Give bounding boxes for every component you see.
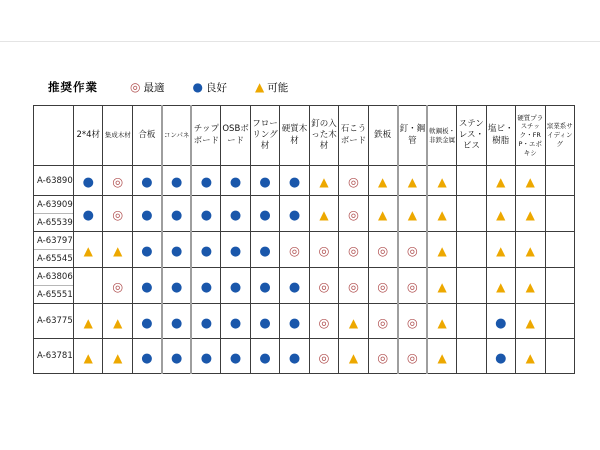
rating-cell: [74, 196, 103, 232]
rating-good-mark: ●: [229, 315, 242, 331]
rating-cell: [309, 166, 338, 196]
empty-rating-cell: [545, 304, 575, 339]
rating-cell: [516, 304, 545, 339]
empty-rating-cell: [457, 339, 486, 374]
rating-cell: [250, 166, 279, 196]
rating-possible-mark: ▲: [319, 175, 329, 189]
rating-good-mark: ●: [141, 315, 153, 331]
rating-possible-mark: ▲: [113, 315, 123, 330]
model-number: A-63890: [37, 175, 73, 186]
rating-good-mark: ●: [259, 280, 271, 295]
rating-good-mark: ●: [229, 208, 242, 223]
column-header: ステンレス・ビス: [457, 106, 486, 166]
row-label: [34, 339, 74, 374]
rating-possible-mark: ▲: [525, 280, 535, 294]
rating-best-mark: ◎: [406, 349, 418, 365]
rating-cell: [191, 166, 220, 196]
rating-cell: [486, 232, 515, 268]
rating-cell: [398, 166, 427, 196]
rating-good-mark: ●: [495, 315, 507, 331]
rating-cell: [486, 268, 515, 304]
rating-good-mark: ●: [200, 350, 213, 366]
rating-best-mark: ◎: [318, 243, 330, 258]
rating-good-mark: ●: [82, 175, 94, 190]
rating-cell: [221, 304, 250, 339]
rating-best-mark: ◎: [289, 243, 300, 258]
rating-best-mark: ◎: [406, 243, 418, 258]
rating-possible-mark: ▲: [319, 208, 329, 222]
rating-cell: [132, 304, 161, 339]
column-header: 硬質プラスチック・FRP・エポキシ: [516, 106, 545, 166]
rating-possible-mark: ▲: [525, 350, 535, 365]
column-header: 合板: [132, 106, 161, 166]
rating-possible-mark: ▲: [407, 208, 417, 222]
rating-cell: [132, 196, 161, 232]
rating-cell: [339, 232, 368, 268]
table-row: [34, 232, 575, 268]
rating-cell: [103, 268, 132, 304]
model-number: A-63806: [34, 268, 73, 286]
rating-possible-mark: ▲: [525, 208, 535, 222]
rating-possible-mark: ▲: [496, 175, 506, 189]
rating-cell: [516, 268, 545, 304]
rating-good-mark: ●: [200, 208, 213, 223]
rating-good-mark: ●: [288, 280, 301, 295]
rating-cell: [280, 196, 309, 232]
rating-cell: [339, 304, 368, 339]
rating-cell: [162, 304, 191, 339]
best-rating-icon: ◎: [130, 80, 141, 94]
empty-rating-cell: [457, 166, 486, 196]
rating-cell: [250, 339, 279, 374]
rating-cell: [74, 166, 103, 196]
rating-cell: [132, 166, 161, 196]
rating-best-mark: ◎: [406, 314, 418, 330]
rating-cell: [280, 339, 309, 374]
rating-good-mark: ●: [229, 280, 242, 295]
model-number: A-65545: [37, 253, 73, 264]
table-row: [34, 268, 575, 304]
row-label-header: [34, 106, 74, 166]
rating-possible-mark: ▲: [378, 208, 388, 222]
row-label: [34, 166, 74, 196]
rating-possible-mark: ▲: [437, 244, 447, 258]
rating-cell: [427, 304, 456, 339]
rating-cell: [162, 339, 191, 374]
rating-good-mark: ●: [259, 208, 271, 223]
rating-cell: [398, 196, 427, 232]
rating-cell: [516, 232, 545, 268]
rating-cell: [368, 304, 397, 339]
rating-best-mark: ◎: [377, 314, 389, 330]
good-rating-label: 良好: [205, 81, 227, 94]
column-header: フローリング材: [250, 106, 279, 166]
rating-possible-mark: ▲: [113, 244, 123, 258]
best-rating-label: 最適: [143, 81, 165, 94]
rating-good-mark: ●: [170, 208, 183, 223]
model-number: A-63775: [37, 316, 73, 326]
rating-best-mark: ◎: [377, 279, 389, 294]
rating-cell: [103, 196, 132, 232]
rating-cell: [309, 339, 338, 374]
rating-cell: [221, 339, 250, 374]
rating-cell: [162, 232, 191, 268]
row-label: [34, 196, 74, 232]
rating-good-mark: ●: [200, 280, 213, 295]
column-header: 釘の入った木材: [309, 106, 338, 166]
rating-good-mark: ●: [495, 350, 507, 366]
column-header: 2*4材: [74, 106, 103, 166]
rating-good-mark: ●: [259, 244, 271, 259]
rating-cell: [368, 166, 397, 196]
rating-good-mark: ●: [259, 315, 271, 331]
empty-rating-cell: [457, 268, 486, 304]
column-header: 鉄板: [368, 106, 397, 166]
legend: [48, 79, 316, 95]
rating-good-mark: ●: [141, 280, 153, 295]
row-label: [34, 304, 74, 339]
rating-good-mark: ●: [229, 244, 242, 259]
model-number: A-65539: [37, 217, 73, 228]
rating-cell: [427, 268, 456, 304]
empty-rating-cell: [457, 232, 486, 268]
row-label: [34, 268, 74, 304]
page-top-border: [0, 41, 600, 42]
rating-cell: [516, 166, 545, 196]
model-number: A-65551: [37, 289, 73, 300]
rating-best-mark: ◎: [112, 174, 124, 189]
rating-cell: [221, 196, 250, 232]
column-header: 釘・鋼管: [398, 106, 427, 166]
rating-best-mark: ◎: [377, 349, 389, 365]
rating-possible-mark: ▲: [437, 280, 447, 294]
rating-possible-mark: ▲: [83, 315, 93, 330]
possible-rating-icon: ▲: [254, 80, 265, 94]
rating-good-mark: ●: [170, 350, 183, 366]
rating-cell: [339, 196, 368, 232]
rating-cell: [486, 304, 515, 339]
legend-item-possible: [255, 80, 288, 95]
rating-good-mark: ●: [200, 175, 213, 190]
empty-rating-cell: [545, 232, 575, 268]
model-number: A-63909: [34, 196, 73, 214]
rating-cell: [250, 196, 279, 232]
rating-cell: [74, 339, 103, 374]
rating-good-mark: ●: [141, 175, 153, 190]
rating-cell: [103, 166, 132, 196]
rating-cell: [74, 232, 103, 268]
rating-best-mark: ◎: [377, 243, 389, 258]
rating-good-mark: ●: [229, 350, 242, 366]
rating-possible-mark: ▲: [113, 350, 123, 365]
rating-cell: [427, 196, 456, 232]
rating-cell: [427, 232, 456, 268]
rating-cell: [103, 304, 132, 339]
rating-possible-mark: ▲: [525, 315, 535, 330]
rating-cell: [191, 339, 220, 374]
rating-good-mark: ●: [288, 175, 301, 190]
column-header: 集成木材: [103, 106, 132, 166]
table-row: [34, 196, 575, 232]
rating-cell: [221, 268, 250, 304]
rating-possible-mark: ▲: [437, 315, 447, 330]
rating-good-mark: ●: [259, 350, 271, 366]
rating-cell: [191, 232, 220, 268]
compatibility-table: [33, 105, 575, 374]
rating-cell: [309, 196, 338, 232]
empty-rating-cell: [545, 339, 575, 374]
rating-good-mark: ●: [200, 244, 213, 259]
rating-possible-mark: ▲: [525, 175, 535, 189]
rating-cell: [191, 268, 220, 304]
rating-cell: [516, 196, 545, 232]
rating-cell: [398, 339, 427, 374]
rating-possible-mark: ▲: [437, 350, 447, 365]
rating-best-mark: ◎: [112, 279, 124, 294]
rating-cell: [191, 196, 220, 232]
rating-good-mark: ●: [288, 315, 301, 331]
rating-possible-mark: ▲: [348, 315, 359, 330]
rating-cell: [191, 304, 220, 339]
rating-cell: [221, 166, 250, 196]
model-number: A-63797: [34, 232, 73, 250]
column-header: 石こうボード: [339, 106, 368, 166]
rating-cell: [132, 232, 161, 268]
rating-possible-mark: ▲: [525, 244, 535, 258]
rating-cell: [280, 166, 309, 196]
rating-possible-mark: ▲: [348, 350, 359, 365]
rating-cell: [132, 268, 161, 304]
column-header: チップボード: [191, 106, 220, 166]
empty-rating-cell: [545, 166, 575, 196]
rating-cell: [309, 268, 338, 304]
row-label: [34, 232, 74, 268]
rating-possible-mark: ▲: [83, 244, 93, 258]
rating-cell: [368, 232, 397, 268]
rating-cell: [309, 304, 338, 339]
empty-rating-cell: [545, 196, 575, 232]
rating-cell: [486, 339, 515, 374]
table-row: [34, 339, 575, 374]
column-header: コンパネ: [162, 106, 191, 166]
column-header: 塩ビ・樹脂: [486, 106, 515, 166]
rating-possible-mark: ▲: [496, 208, 506, 222]
rating-cell: [162, 166, 191, 196]
column-header: OSBボード: [221, 106, 250, 166]
rating-possible-mark: ▲: [437, 208, 447, 222]
rating-cell: [398, 232, 427, 268]
rating-possible-mark: ▲: [407, 175, 417, 189]
column-header: 軟鋼板・非鉄金属: [427, 106, 456, 166]
rating-cell: [250, 232, 279, 268]
rating-good-mark: ●: [229, 175, 242, 190]
rating-good-mark: ●: [141, 208, 153, 223]
empty-rating-cell: [545, 268, 575, 304]
rating-best-mark: ◎: [318, 349, 330, 365]
possible-rating-label: 可能: [267, 81, 289, 94]
good-rating-icon: ●: [192, 80, 203, 94]
rating-good-mark: ●: [288, 350, 301, 366]
legend-item-good: [192, 80, 226, 95]
rating-good-mark: ●: [82, 208, 94, 223]
rating-best-mark: ◎: [318, 314, 330, 330]
rating-cell: [103, 339, 132, 374]
rating-cell: [398, 268, 427, 304]
rating-cell: [162, 196, 191, 232]
empty-rating-cell: [74, 268, 103, 304]
table-row: [34, 304, 575, 339]
rating-cell: [486, 196, 515, 232]
rating-cell: [339, 166, 368, 196]
rating-cell: [398, 304, 427, 339]
rating-good-mark: ●: [170, 244, 183, 259]
rating-good-mark: ●: [288, 208, 301, 223]
rating-cell: [280, 304, 309, 339]
rating-good-mark: ●: [170, 280, 183, 295]
rating-cell: [339, 268, 368, 304]
table-row: [34, 166, 575, 196]
rating-possible-mark: ▲: [496, 280, 506, 294]
rating-cell: [427, 166, 456, 196]
rating-cell: [516, 339, 545, 374]
rating-cell: [280, 268, 309, 304]
rating-good-mark: ●: [170, 175, 183, 190]
rating-good-mark: ●: [141, 244, 153, 259]
rating-good-mark: ●: [141, 350, 153, 366]
rating-best-mark: ◎: [112, 207, 124, 222]
column-header: 硬質木材: [280, 106, 309, 166]
rating-cell: [427, 339, 456, 374]
rating-best-mark: ◎: [318, 279, 330, 294]
rating-cell: [368, 196, 397, 232]
rating-cell: [339, 339, 368, 374]
rating-best-mark: ◎: [347, 207, 359, 222]
rating-possible-mark: ▲: [437, 175, 447, 189]
rating-possible-mark: ▲: [496, 244, 506, 258]
legend-title: 推奨作業: [48, 80, 98, 94]
rating-best-mark: ◎: [347, 174, 359, 189]
empty-rating-cell: [457, 196, 486, 232]
legend-item-best: [130, 80, 164, 95]
rating-possible-mark: ▲: [83, 350, 93, 365]
rating-cell: [368, 339, 397, 374]
rating-good-mark: ●: [259, 175, 271, 190]
rating-cell: [221, 232, 250, 268]
rating-cell: [250, 304, 279, 339]
rating-cell: [74, 304, 103, 339]
rating-possible-mark: ▲: [378, 175, 388, 189]
empty-rating-cell: [457, 304, 486, 339]
rating-best-mark: ◎: [406, 279, 418, 294]
rating-cell: [486, 166, 515, 196]
rating-cell: [132, 339, 161, 374]
rating-cell: [309, 232, 338, 268]
rating-cell: [250, 268, 279, 304]
rating-cell: [162, 268, 191, 304]
rating-best-mark: ◎: [347, 279, 359, 294]
rating-best-mark: ◎: [347, 243, 359, 258]
rating-cell: [280, 232, 309, 268]
rating-good-mark: ●: [170, 315, 183, 331]
rating-cell: [103, 232, 132, 268]
rating-good-mark: ●: [200, 315, 213, 331]
model-number: A-63781: [37, 351, 73, 361]
column-header: 窯業系サイディング: [545, 106, 575, 166]
rating-cell: [368, 268, 397, 304]
